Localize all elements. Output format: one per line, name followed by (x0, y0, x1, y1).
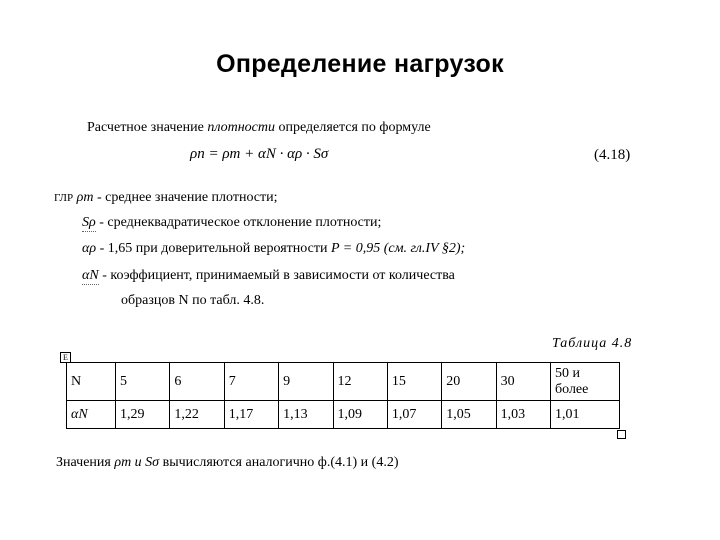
sp-symbol: Sρ (82, 215, 96, 230)
row-alpha-label: αN (67, 401, 116, 429)
table-row (67, 363, 620, 401)
def-alpha-p (82, 241, 465, 257)
table-cell: 1,17 (224, 401, 278, 429)
def-alpha-n (82, 268, 455, 285)
bottom-note-suffix: вычисляются аналогично ф.(4.1) и (4.2) (162, 455, 399, 470)
table-cell: 5 (116, 363, 170, 401)
table-cell: 50 и более (551, 363, 620, 401)
intro-suffix: определяется по формуле (278, 120, 431, 135)
table-cell: 30 (496, 363, 550, 401)
bottom-note-symbols: ρm и Sσ (114, 455, 160, 470)
glr-label: ГЛР (54, 192, 74, 204)
formula-number: (4.18) (594, 147, 631, 163)
table-cell: 15 (387, 363, 441, 401)
table-row (67, 401, 620, 429)
formula-expression: ρn = ρm + αN · αρ · Sσ (190, 146, 329, 162)
table-cell: 12 (333, 363, 387, 401)
rho-m-text: - среднее значение плотности; (96, 190, 278, 205)
intro-word: плотности (207, 120, 275, 135)
table-cell: 1,13 (279, 401, 333, 429)
table-cell: 1,09 (333, 401, 387, 429)
table-caption: Таблица 4.8 (552, 336, 633, 351)
table-cell: 1,05 (442, 401, 496, 429)
table-cell: 1,29 (116, 401, 170, 429)
def-rho-m (54, 190, 278, 206)
rho-m-symbol: ρm (76, 190, 94, 205)
page-title: Определение нагрузок (216, 50, 504, 78)
table-cell: 1,03 (496, 401, 550, 429)
alpha-n-continuation: образцов N по табл. 4.8. (121, 293, 265, 308)
table-cell: 9 (279, 363, 333, 401)
row-n-label: N (67, 363, 116, 401)
def-sp (82, 215, 381, 232)
alpha-n-text: - коэффициент, принимаемый в зависимости от количества (102, 268, 455, 283)
table-cell: 20 (442, 363, 496, 401)
table-resize-handle (617, 430, 626, 439)
table-cell: 1,22 (170, 401, 224, 429)
alpha-n-symbol: αN (82, 268, 99, 283)
bottom-note (56, 455, 399, 471)
alpha-p-extra: P = 0,95 (см. гл.IV §2); (330, 241, 466, 256)
alpha-p-symbol: αρ (82, 241, 97, 256)
table-cell: 7 (224, 363, 278, 401)
intro-prefix: Расчетное значение (87, 120, 204, 135)
table-corner-marker: E (60, 352, 71, 363)
table-cell: 6 (170, 363, 224, 401)
sample-count-table (66, 362, 620, 429)
intro-line (87, 120, 431, 136)
alpha-p-text: - 1,65 при доверительной вероятности (99, 241, 328, 256)
table-cell: 1,01 (551, 401, 620, 429)
bottom-note-prefix: Значения (56, 455, 111, 470)
table-cell: 1,07 (387, 401, 441, 429)
sp-text: - среднеквадратическое отклонение плотности; (99, 215, 382, 230)
